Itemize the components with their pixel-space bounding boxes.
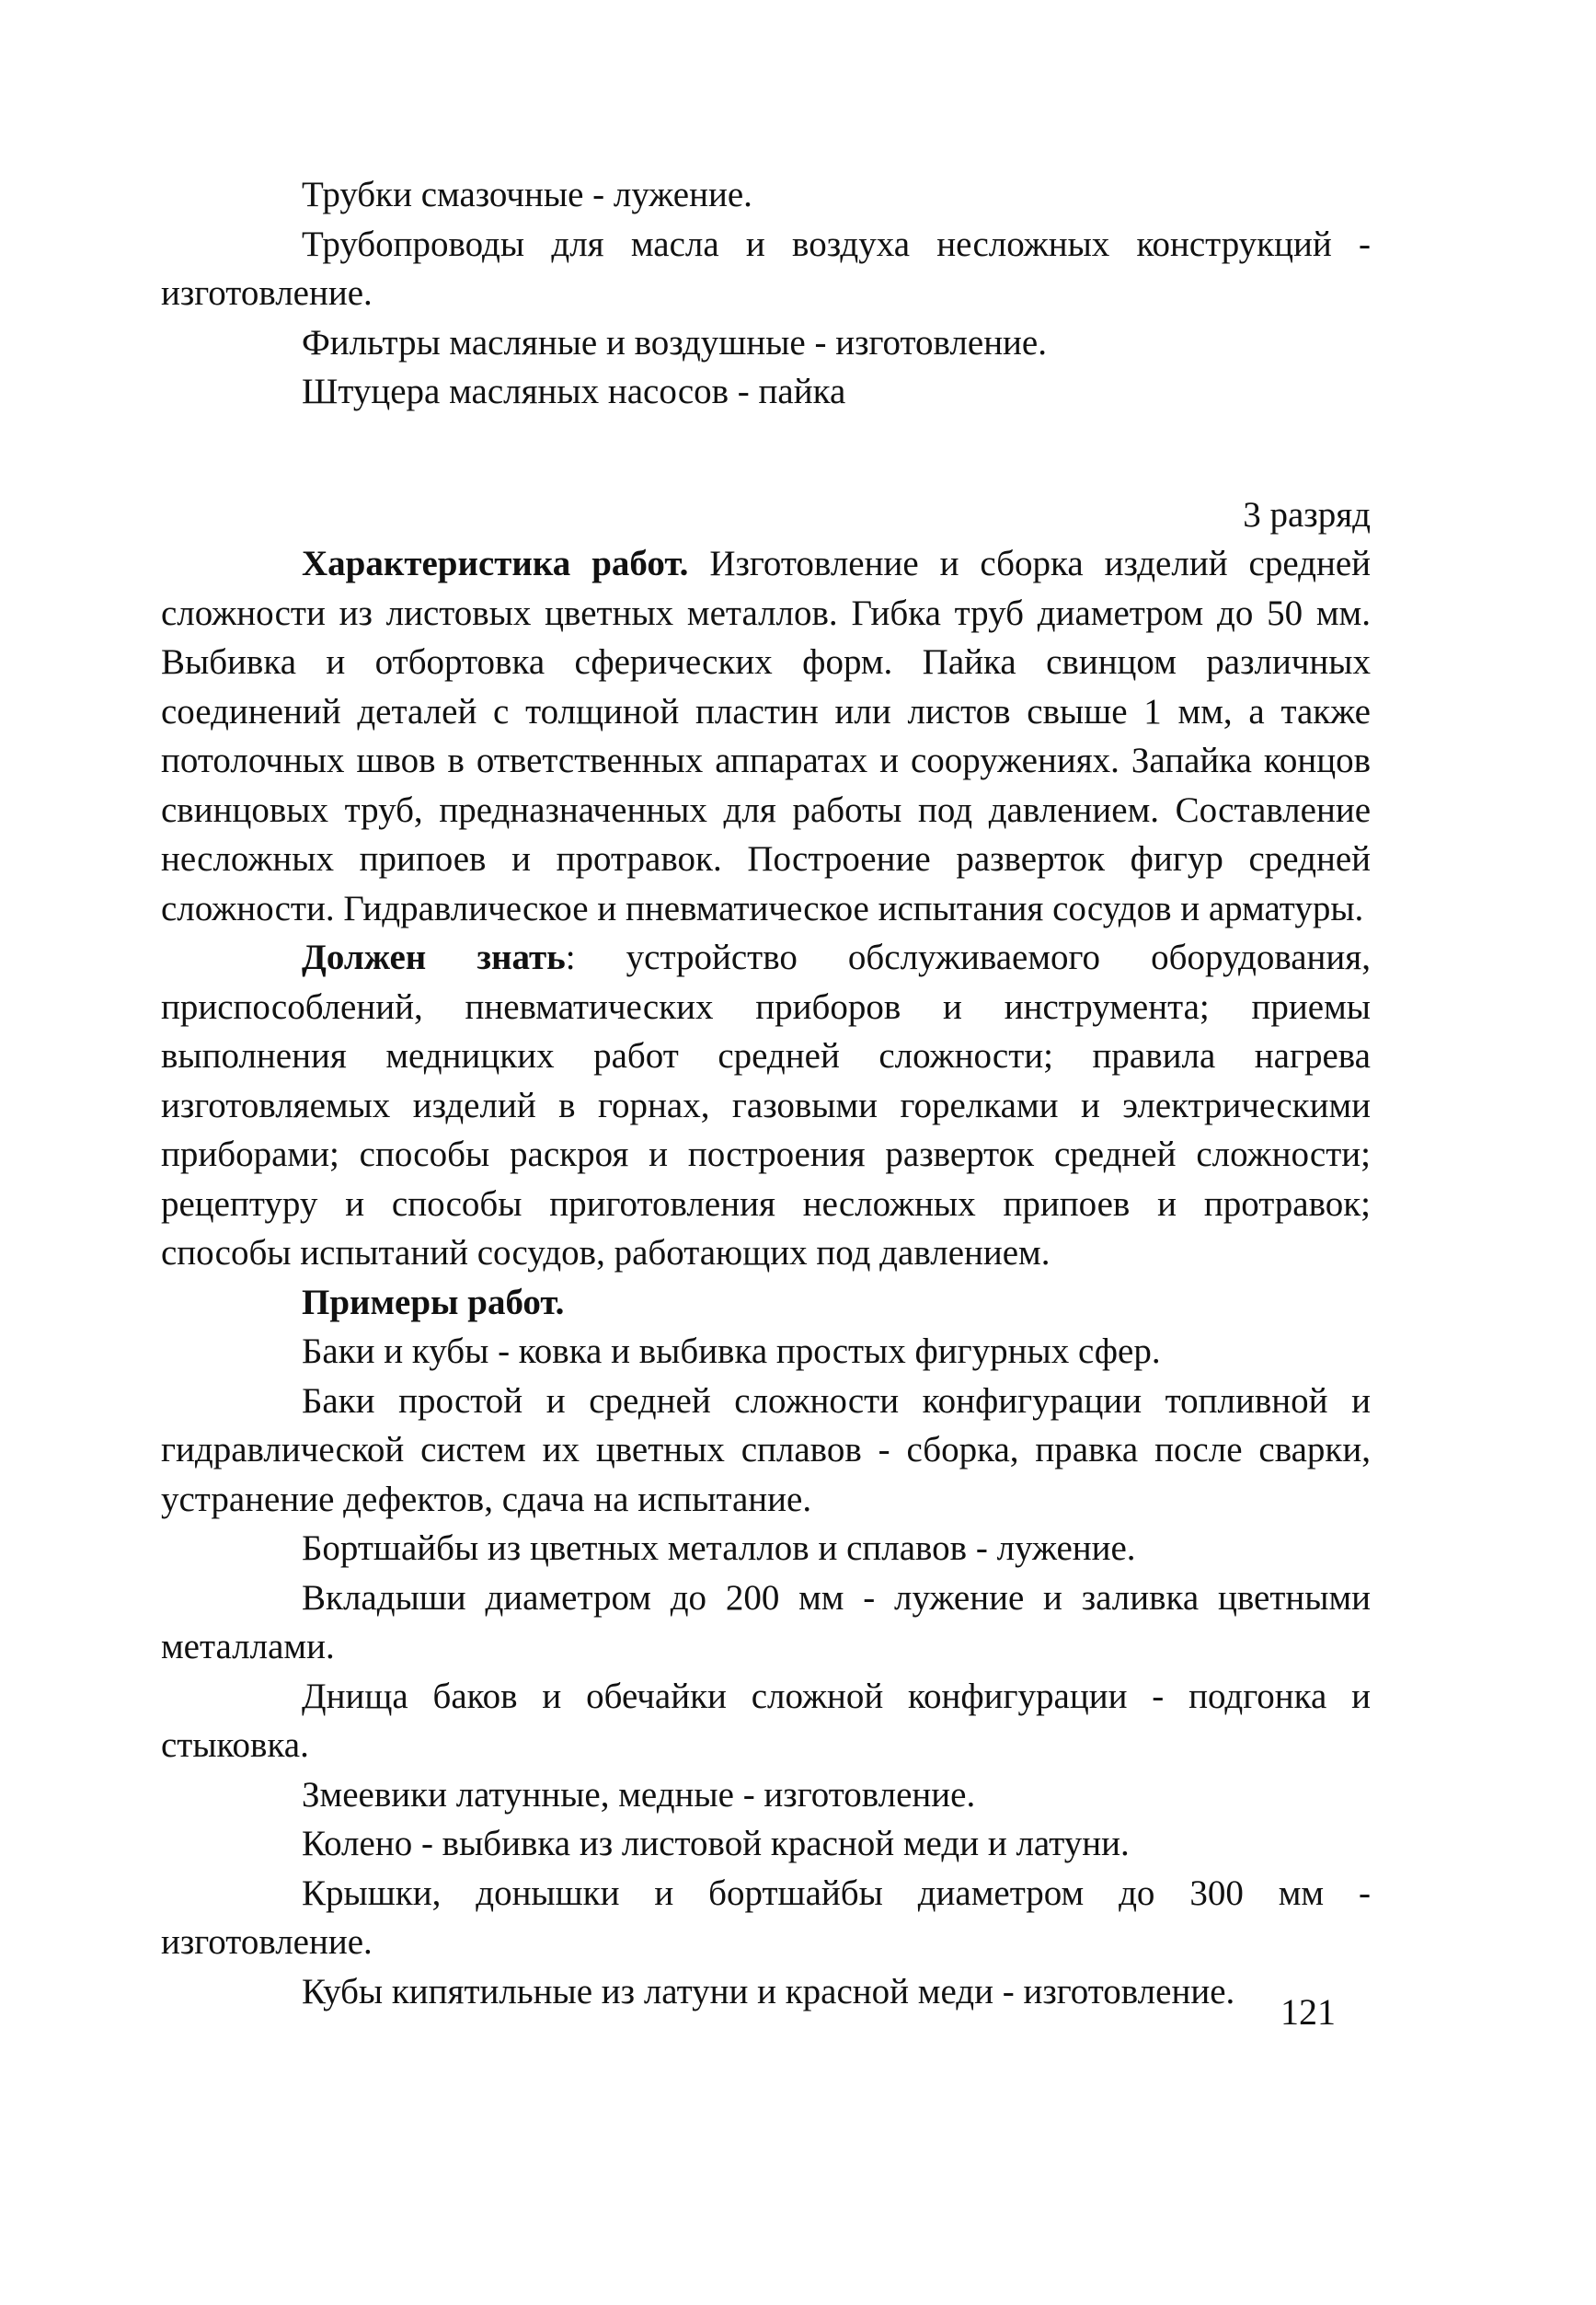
page-number: 121 [1280,1991,1336,2033]
example-item: Вкладыши диаметром до 200 мм - лужение и заливка цветными металлами. [161,1577,1371,1666]
page-body [161,170,1371,2016]
characteristic-paragraph [161,539,1371,933]
must-know-paragraph [161,933,1371,1278]
example-item: Крышки, донышки и бортшайбы диаметром до 300 мм - изготовление. [161,1873,1371,1962]
must-know-text: : устройство обслуживаемого оборудования, приспособлений, пневматических приборов и инструмента; приемы выполнения медницких работ средней сложности; правила нагрева изготовляемых изделий в горнах, газовыми горелками и электрическими приборами; способы раскроя и построения разверток средней сложности; рецептуру и способы приготовления несложных припоев и протравок; способы испытаний сосудов, работающих под давлением. [161,938,1371,1273]
list-item: Трубопроводы для масла и воздуха несложных конструкций - изготовление. [161,224,1371,313]
list-item: Фильтры масляные и воздушные - изготовление. [302,322,1047,363]
grade-label: 3 разряд [1243,494,1371,535]
example-item: Колено - выбивка из листовой красной меди и латуни. [302,1824,1130,1863]
examples-heading: Примеры работ. [302,1282,565,1322]
characteristic-heading: Характеристика работ. [302,544,689,583]
list-item: Штуцера масляных насосов - пайка [302,372,846,411]
example-item: Змеевики латунные, медные - изготовление. [302,1774,976,1815]
example-item: Баки простой и средней сложности конфигурации топливной и гидравлической систем их цветных сплавов - сборка, правка после сварки, устранение дефектов, сдача на испытание. [161,1380,1371,1519]
example-item: Баки и кубы - ковка и выбивка простых фигурных сфер. [302,1331,1161,1371]
must-know-heading: Должен знать [302,938,566,977]
list-item: Трубки смазочные - лужение. [302,175,752,214]
characteristic-text: Изготовление и сборка изделий средней сложности из листовых цветных металлов. Гибка труб диаметром до 50 мм. Выбивка и отбортовка сферических форм. Пайка свинцом различных соединений деталей с толщиной пластин или листов свыше 1 мм, а также потолочных швов в ответственных аппаратах и сооружениях. Запайка концов свинцовых труб, предназначенных для работы под давлением. Составление несложных припоев и протравок. Построение разверток фигур средней сложности. Гидравлическое и пневматическое испытания сосудов и арматуры. [161,544,1372,928]
example-item: Бортшайбы из цветных металлов и сплавов - лужение. [302,1528,1136,1568]
example-item: Кубы кипятильные из латуни и красной меди - изготовление. [302,1971,1235,2011]
example-item: Днища баков и обечайки сложной конфигурации - подгонка и стыковка. [161,1676,1371,1765]
